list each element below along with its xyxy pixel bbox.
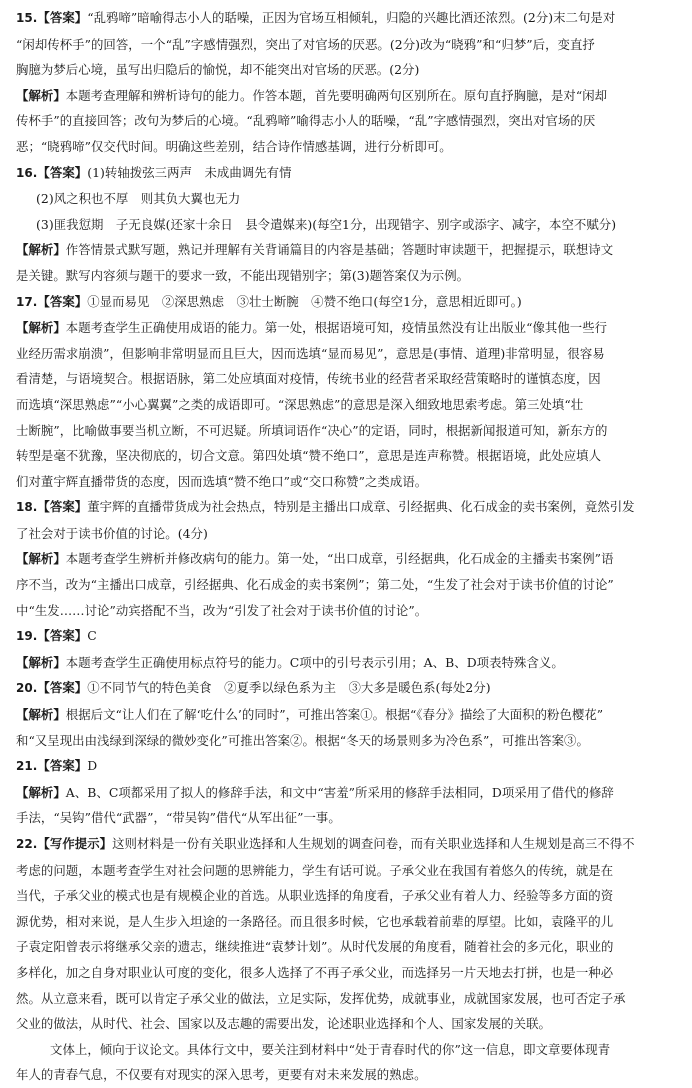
question-15 xyxy=(16,5,682,160)
question-15-answer-line-1 xyxy=(16,5,682,32)
question-number: 21. xyxy=(16,759,38,774)
question-22-prompt-line-7: 然。从立意来看，既可以肯定子承父业的做法，立足实际，发挥优势，成就事业，成就国家发展，也可否定子承 xyxy=(16,990,626,1006)
analysis-tag: 【 解析 】 xyxy=(16,785,66,800)
analysis-tag: 【 解析 】 xyxy=(16,242,66,257)
question-16-answer-line-1 xyxy=(16,160,682,187)
question-number: 16. xyxy=(16,165,38,180)
question-19-analysis-line-1 xyxy=(16,650,682,676)
analysis-tag: 【 解析 】 xyxy=(16,320,66,335)
analysis-text: 本题考查学生正确使用标点符号的能力。C项中的引号表示引用；A、B、D项表特殊含义。 xyxy=(65,654,564,670)
question-18-answer-line-1 xyxy=(16,494,682,521)
question-number: 15. xyxy=(16,11,38,25)
analysis-tag: 【 解析 】 xyxy=(16,551,66,566)
question-22-prompt-line-8: 父业的做法，从时代、社会、国家以及志趣的需要出发，论述职业选择和个人、国家发展的关联。 xyxy=(16,1016,551,1032)
question-16-answer-line-3: (3)匪我愆期 子无良媒(还家十余日 县令遣媒来)(每空1分，出现错字、别字或添字、减字，本空不赋分) xyxy=(36,216,617,232)
question-18 xyxy=(16,494,682,623)
question-17-answer-line-1 xyxy=(16,289,682,316)
question-22 xyxy=(16,831,682,1088)
question-17-analysis-line-1 xyxy=(16,315,682,341)
answer-tag: 【 答案 】 xyxy=(37,758,87,773)
question-15-analysis-line-3: 恶；“晓鸦啼”仅交代时间。明确这些差别，结合诗作情感基调，进行分析即可。 xyxy=(16,138,452,154)
question-18-answer-line-2: 了社会对于读书价值的讨论。(4分) xyxy=(16,525,208,541)
answer-tag: 【 答案 】 xyxy=(37,165,87,180)
question-20-analysis-line-2: 和“又呈现出由浅绿到深绿的微妙变化”可推出答案②。根据“冬天的场景则多为冷色系”，可推出答案③。 xyxy=(16,732,589,748)
answer-tag: 【 答案 】 xyxy=(37,10,87,25)
answer-text: ①不同节气的特色美食 ②夏季以绿色系为主 ③大多是暖色系(每处2分) xyxy=(87,680,491,696)
question-22-prompt-line-4: 源优势，相对来说，是人生步入坦途的一条路径。而且很多时候，它也承载着前辈的厚望。比如，袁隆平的儿 xyxy=(16,913,614,929)
answer-text: D xyxy=(87,758,98,774)
question-21-analysis-line-2: 手法，“吴钩”借代“武器”，“带吴钩”借代“从军出征”一事。 xyxy=(16,810,341,826)
answer-text: “乱鸦啼”暗喻得志小人的聒噪，正因为官场互相倾轧，归隐的兴趣比酒还浓烈。(2分)末二句是对 xyxy=(87,10,616,25)
question-18-analysis-line-1 xyxy=(16,546,682,572)
question-15-answer-line-2: “闲却传杯手”的回答，一个“乱”字感情强烈，突出了对官场的厌恶。(2分)改为“晓鸦”和“归梦”后，变直抒 xyxy=(16,36,595,52)
question-16-analysis-line-2: 是关键。默写内容须与题干的要求一致，不能出现错别字；第(3)题答案仅为示例。 xyxy=(16,267,470,283)
question-number: 18. xyxy=(16,500,38,515)
question-15-answer-line-3: 胸臆为梦后心境，虽写出归隐后的愉悦，却不能突出对官场的厌恶。(2分) xyxy=(16,62,420,78)
answer-tag: 【 答案 】 xyxy=(37,628,87,643)
question-17-analysis-line-4: 而选填“深思熟虑”“小心翼翼”之类的成语即可。“深思熟虑”的意思是深入细致地思索考虑。第三处填“壮 xyxy=(16,396,584,412)
question-number: 22. xyxy=(16,837,38,851)
analysis-text: A、B、C项都采用了拟人的修辞手法，和文中“害羞”所采用的修辞手法相同，D项采用了借代的修辞 xyxy=(65,784,614,800)
question-17-analysis-line-7: 们对董宇辉直播带货的态度，因而选填“赞不绝口”或“交口称赞”之类成语。 xyxy=(16,473,428,489)
question-number: 20. xyxy=(16,681,38,696)
analysis-text: 本题考查学生辨析并修改病句的能力。第一处，“出口成章，引经据典，化石成金的主播卖书案例”语 xyxy=(65,551,614,567)
question-21-answer-line-1 xyxy=(16,753,682,780)
question-18-analysis-line-3: 中“生发……讨论”动宾搭配不当，改为“引发了社会对于读书价值的讨论”。 xyxy=(16,602,428,618)
question-16-analysis-line-1 xyxy=(16,237,682,263)
question-19-answer-line-1 xyxy=(16,623,682,650)
question-17 xyxy=(16,289,682,495)
question-15-analysis-line-1 xyxy=(16,83,682,109)
analysis-text: 根据后文“让人们在了解‘吃什么’的同时”，可推出答案①。根据“《春分》描绘了大面积的粉色樱花” xyxy=(65,707,604,723)
question-20-analysis-line-1 xyxy=(16,702,682,728)
question-21 xyxy=(16,753,682,831)
question-number: 17. xyxy=(16,294,38,309)
analysis-text: 本题考查理解和辨析诗句的能力。作答本题，首先要明确两句区别所在。原句直抒胸臆，是对“闲却 xyxy=(65,87,608,103)
question-22-prompt-line-5: 子袁定阳曾表示将继承父亲的遗志，继续推进“袁梦计划”。从时代发展的角度看，随着社会的多元化，职业的 xyxy=(16,939,614,955)
question-17-analysis-line-3: 看清楚，与语境契合。根据语脉，第二处应填面对疫情，传统书业的经营者采取经营策略时的谨慎态度，因 xyxy=(16,371,601,387)
question-16 xyxy=(16,160,682,289)
question-22-prompt-line-6: 多样化，加之自身对职业认可度的变化，很多人选择了不再子承父业，而选择另一片天地去打拼，也是一种必 xyxy=(16,964,614,980)
question-22-prompt-line-2: 考虑的问题，本题考查学生对社会问题的思辨能力，学生有话可说。子承父业在我国有着悠久的传统，就是在 xyxy=(16,862,614,878)
answer-text: 董宇辉的直播带货成为社会热点，特别是主播出口成章、引经据典、化石成金的卖书案例，竟然引发 xyxy=(87,499,635,515)
question-17-analysis-line-5: 士断腕”，比喻做事要当机立断，不可迟疑。所填词语作“决心”的定语，同时，根据新闻报道可知，新东方的 xyxy=(16,422,608,438)
question-21-analysis-line-1 xyxy=(16,780,682,806)
question-17-analysis-line-2: 业经历需求崩溃”，但影响非常明显而且巨大，因而选填“显而易见”，意思是(事情、道理)非常明显，很容易 xyxy=(16,345,605,361)
answer-text: C xyxy=(87,628,97,644)
question-number: 19. xyxy=(16,629,38,644)
answer-tag: 【 答案 】 xyxy=(37,499,87,514)
question-22-extra-line-2: 年人的青春气息，不仅要有对现实的深入思考，更要有对未来发展的熟虑。 xyxy=(16,1067,427,1083)
question-22-extra-line-1: 文体上，倾向于议论文。具体行文中，要关注到材料中“处于青春时代的你”这一信息，即文章要体现青 xyxy=(50,1041,611,1057)
answer-text: (1)转轴拨弦三两声 未成曲调先有情 xyxy=(87,164,292,180)
writing-tip-tag: 【 写作提示 】 xyxy=(37,836,112,851)
question-20-answer-line-1 xyxy=(16,675,682,702)
analysis-tag: 【 解析 】 xyxy=(16,655,66,670)
analysis-tag: 【 解析 】 xyxy=(16,88,66,103)
answer-text: ①显而易见 ②深思熟虑 ③壮士断腕 ④赞不绝口(每空1分，意思相近即可。) xyxy=(87,293,522,309)
question-19 xyxy=(16,623,682,675)
analysis-text: 作答情景式默写题，熟记并理解有关背诵篇目的内容是基础；答题时审读题干，把握提示，联想诗文 xyxy=(65,242,614,258)
analysis-text: 本题考查学生正确使用成语的能力。第一处，根据语境可知，疫情虽然没有让出版业“像其他一些行 xyxy=(65,320,608,336)
question-18-analysis-line-2: 序不当，改为“主播出口成章，引经据典、化石成金的卖书案例”；第二处，“生发了社会对于读书价值的讨论” xyxy=(16,577,614,593)
writing-tip-text: 这则材料是一份有关职业选择和人生规划的调查问卷，而有关职业选择和人生规划是高三不得不 xyxy=(112,836,635,851)
analysis-tag: 【 解析 】 xyxy=(16,707,66,722)
question-22-prompt-line-1 xyxy=(16,831,682,858)
question-17-analysis-line-6: 转型是毫不犹豫，坚决彻底的，切合文意。第四处填“赞不绝口”，意思是连声称赞。根据语境，此处应填人 xyxy=(16,448,602,464)
answer-tag: 【 答案 】 xyxy=(37,294,87,309)
answer-tag: 【 答案 】 xyxy=(37,680,87,695)
question-22-prompt-line-3: 当代，子承父业的模式也是有规模企业的首选。从职业选择的角度看，子承父业有着人力、经验等多方面的资 xyxy=(16,888,614,904)
question-20 xyxy=(16,675,682,753)
question-16-answer-line-2: (2)风之积也不厚 则其负大翼也无力 xyxy=(36,191,241,207)
question-15-analysis-line-2: 传杯手”的直接回答；改句为梦后的心境。“乱鸦啼”喻得志小人的聒噪，“乱”字感情强烈，突出对官场的厌 xyxy=(16,113,596,129)
